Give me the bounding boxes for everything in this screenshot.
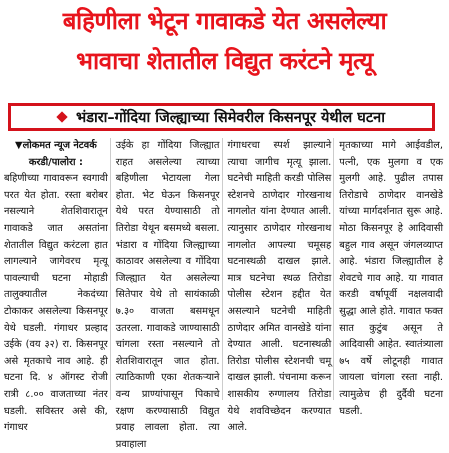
headline bbox=[0, 0, 449, 96]
column-text-1: बहिणीच्या गावावरून स्वगावी परत येत होता. रस्ता बरोबर नसल्याने शेतशिवारातून गावाकडे जात असतांना शेतातील विद्युत करंटला हात लागल्याने जागेवरच मृत्यू पावल्याची घटना मोहाडी तालुक्यातील नेकदंच्या टोकाकर असलेल्या किसनपूर येथे घडली. गंगाधर प्रल्हाद उईके (वय ३२) रा. किसनपूर असे मृतकाचे नाव आहे. ही घटना दि. ४ ऑगस्ट रोजी रात्री ८.०० वाजताच्या नंतर घडली. सविस्तर असे की, गंगाधर bbox=[4, 173, 108, 434]
column-text-2: उईके हा गोंदिया जिल्ह्यात राहत असलेल्या त्याच्या बहिणीला भेटायला गेला होता. भेट घेऊन किसनपूर येथे परत येण्यासाठी तो तिरोडा येथून बसमध्ये बसला. भंडारा व गोंदिया जिल्ह्याच्या काठावर असलेल्या व गोंदिया जिल्ह्यात येत असलेल्या सितेपार येथे तो सायंकाळी ७.३० वाजता बसमधून उतरला. गावाकडे जाण्यासाठी चांगला रस्ता नसल्याने तो शेतशिवारातून जात होता. त्याठिकाणी एका शेतकऱ्याने वन्य प्राण्यांपासून पिकाचे रक्षण करण्यासाठी विद्युत प्रवाह लावला होता. त्या प्रवाहाला bbox=[115, 140, 220, 450]
byline-location: करडी/पालोरा : bbox=[28, 156, 83, 168]
column-text-4: मृतकाच्या मागे आईवडील, पत्नी, एक मुलगा व एक मुलगी आहे. पुढील तपास तिरोडाचे ठाणेदार वानखेडे यांच्या मार्गदर्शनात सुरू आहे. मोठा किसनपूर हे आदिवासी बहुल गाव असून जंगलव्याप्त आहे. भंडारा जिल्ह्यातील हे शेवटचे गाव आहे. या गावात करडी वर्षापूर्वी नक्षलवादी सुद्धा आले होते. गावात फक्त सात कुटुंब असून ते आदिवासी आहेत. स्वातंत्र्याला ७५ वर्षे लोटूनही गावात जायला चांगला रस्ता नाही. त्यामुळेच ही दुर्दैवी घटना घडली. bbox=[339, 140, 443, 417]
article-column-2 bbox=[115, 138, 223, 450]
byline-agency: ▼लोकमत न्यूज नेटवर्क bbox=[15, 140, 97, 151]
article-column-1 bbox=[4, 138, 111, 434]
subheadline-box bbox=[8, 103, 435, 131]
article-column-4 bbox=[339, 138, 445, 417]
headline-line-2: भावाचा शेतातील विद्युत करंटने मृत्यू bbox=[76, 47, 373, 75]
subheadline-text: भंडारा–गोंदिया जिल्ह्याच्या सिमेवरील किसनपूर येथील घटना bbox=[76, 110, 385, 126]
diamond-bullet-icon bbox=[56, 111, 67, 122]
article-body bbox=[4, 138, 445, 450]
article-column-3 bbox=[227, 138, 335, 434]
headline-line-1: बहिणीला भेटून गावाकडे येत असलेल्या bbox=[62, 7, 387, 35]
column-text-3: गंगाधरचा स्पर्श झाल्याने त्याचा जागीच मृत्यू झाला. घटनेची माहिती करडी पोलिस स्टेशनचे ठाणेदार गोरखनाथ नागलोत यांना देण्यात आली. त्यानुसार ठाणेदार गोरखनाथ नागलोत आपल्या चमूसह घटनास्थळी दाखल झाले. मात्र घटनेचा स्थळ तिरोडा पोलीस स्टेशन हद्दीत येत असल्याने घटनेची माहिती ठाणेदार अमित वानखेडे यांना देण्यात आली. घटनास्थळी तिरोडा पोलीस स्टेशनची चमू दाखल झाली. पंचनामा करून शासकीय रुग्णालय तिरोडा येथे शवविच्छेदन करण्यात आले. bbox=[227, 140, 332, 434]
